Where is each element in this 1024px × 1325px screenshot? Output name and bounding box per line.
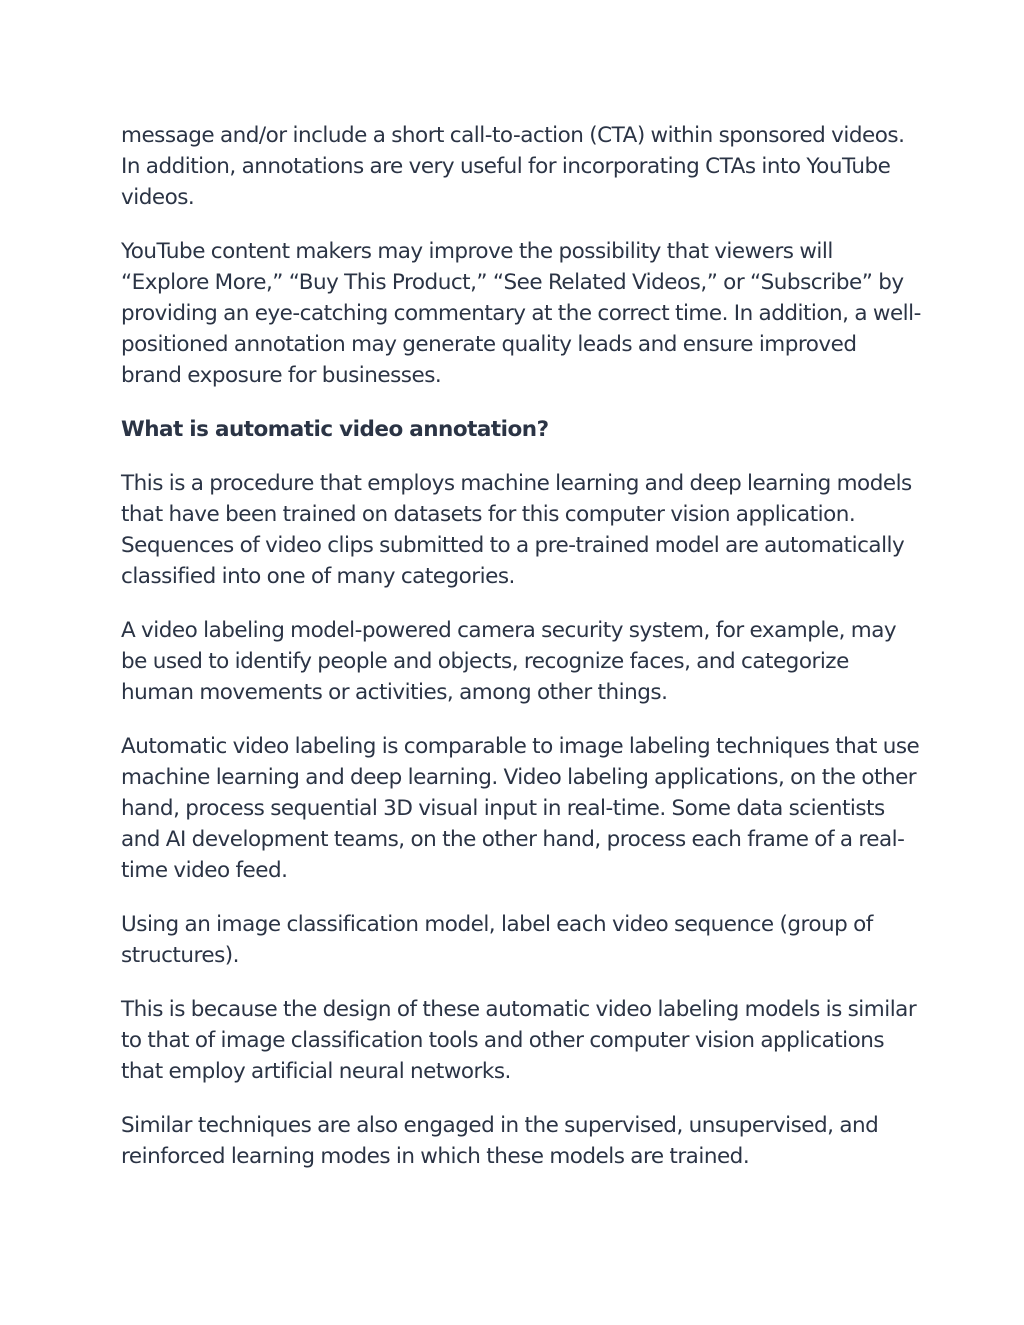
paragraph: This is because the design of these automatic video labeling models is similar to that of image classification tools and other computer vision applications that employ artificial neural networks.	[121, 997, 917, 1084]
section-heading: What is automatic video annotation?	[121, 417, 549, 442]
paragraph: A video labeling model-powered camera security system, for example, may be used to identify people and objects, recognize faces, and categorize human movements or activities, among other things.	[121, 618, 897, 705]
paragraph: message and/or include a short call-to-action (CTA) within sponsored videos. In addition, annotations are very useful for incorporating CTAs into YouTube videos.	[121, 123, 905, 210]
paragraph: This is a procedure that employs machine learning and deep learning models that have been trained on datasets for this computer vision application. Sequences of video clips submitted to a pre-trained model are automatically classified into one of many categories.	[121, 471, 912, 589]
document-body	[121, 120, 921, 1195]
paragraph: Automatic video labeling is comparable to image labeling techniques that use machine learning and deep learning. Video labeling applications, on the other hand, process sequential 3D visual input in real-time. Some data scientists and AI development teams, on the other hand, process each frame of a real-time video feed.	[121, 734, 920, 883]
paragraph: Using an image classification model, label each video sequence (group of structures).	[121, 912, 873, 968]
paragraph: YouTube content makers may improve the possibility that viewers will “Explore More,” “Buy This Product,” “See Related Videos,” or “Subscribe” by providing an eye-catching commentary at the correct time. In addition, a well-positioned annotation may generate quality leads and ensure improved brand exposure for businesses.	[121, 239, 921, 388]
paragraph: Similar techniques are also engaged in the supervised, unsupervised, and reinforced learning modes in which these models are trained.	[121, 1113, 879, 1169]
